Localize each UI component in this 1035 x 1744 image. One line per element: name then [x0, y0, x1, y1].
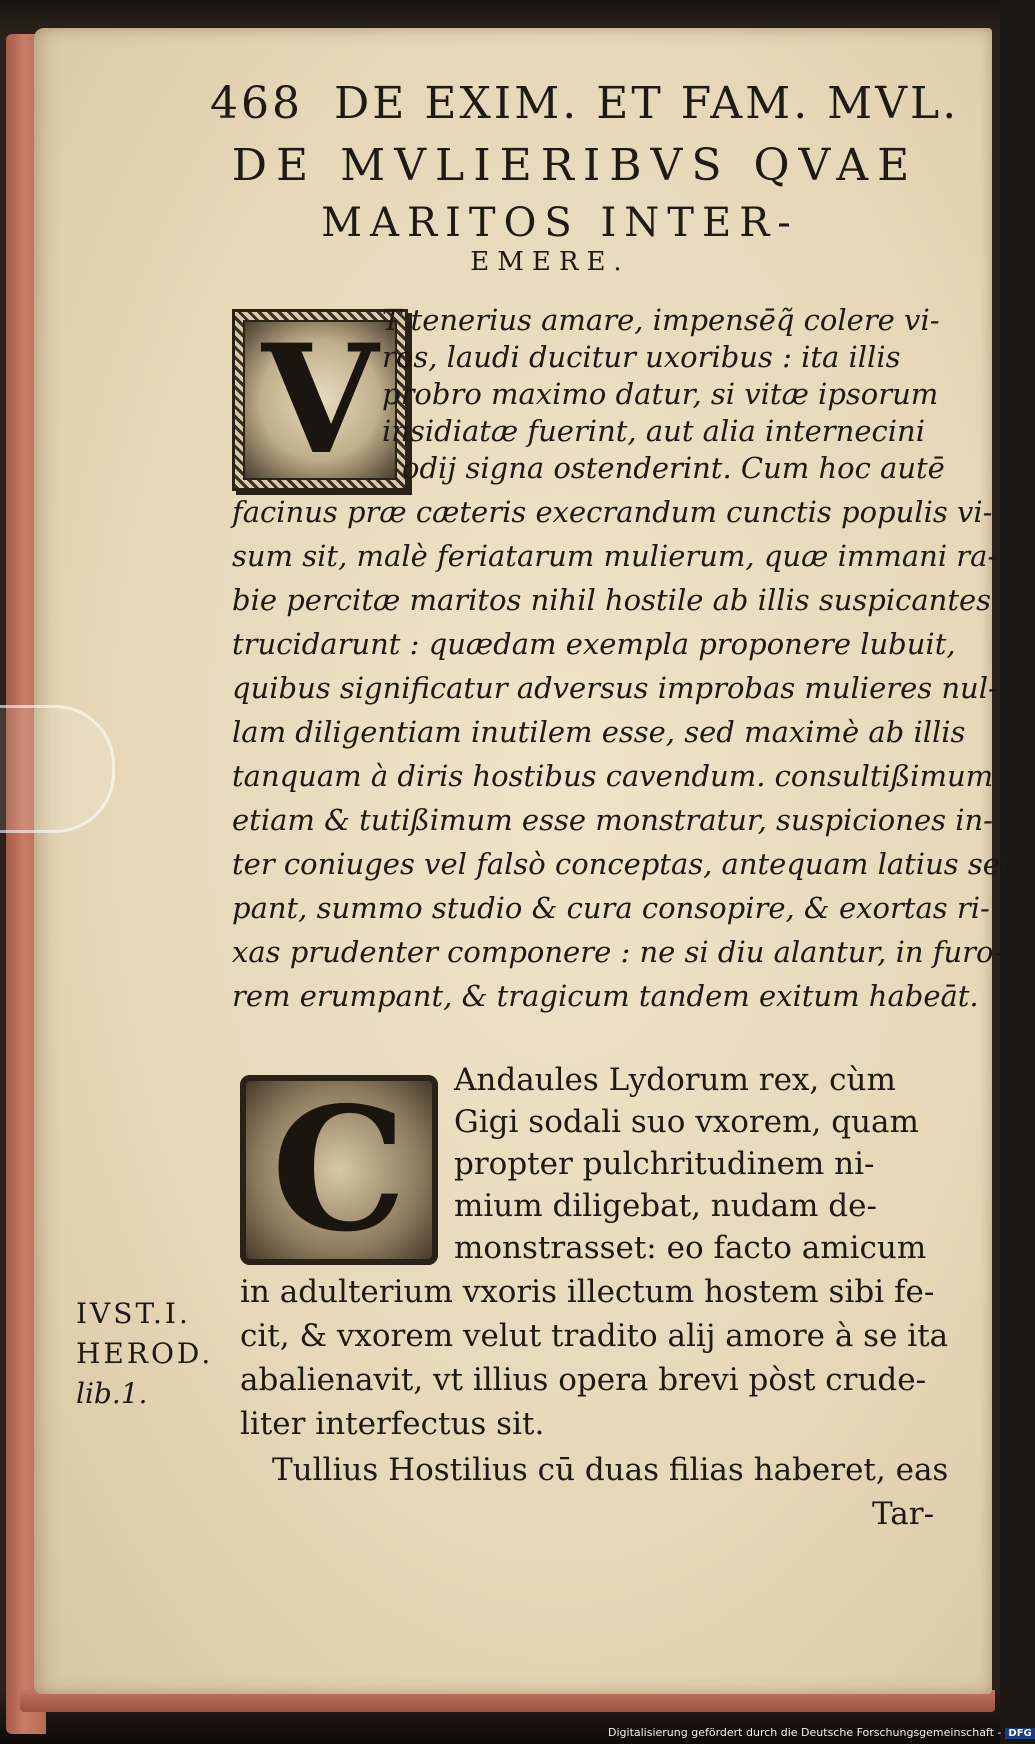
decorated-initial-c	[240, 1070, 438, 1270]
text-line: bie percitæ maritos nihil hostile ab illis suspicantes	[232, 583, 992, 617]
text-line: liter interfectus sit.	[240, 1406, 545, 1442]
text-line: monstrasset: eo facto amicum	[454, 1230, 927, 1266]
text-line: mium diligebat, nudam de-	[454, 1188, 877, 1224]
text-line: abalienavit, vt illius opera brevi pòst crude-	[240, 1362, 927, 1398]
chapter-title-line-3: EMERE.	[470, 247, 630, 277]
text-line: etiam & tutißimum esse monstratur, suspiciones in-	[232, 803, 993, 837]
text-line: lam diligentiam inutilem esse, sed maximè ab illis	[232, 715, 966, 749]
text-line: tanquam à diris hostibus cavendum. consultißimum	[232, 759, 994, 793]
running-header	[210, 78, 960, 129]
text-line: ter coniuges vel falsò conceptas, antequam latius ser-	[232, 847, 1024, 881]
text-line: rem erumpant, & tragicum tandem exitum habeāt.	[232, 979, 979, 1013]
text-line: facinus præ cæteris execrandum cunctis populis vi-	[232, 495, 993, 529]
text-line: odij signa ostenderint. Cum hoc autē	[402, 451, 945, 485]
text-line: trucidarunt : quædam exempla proponere lubuit,	[232, 627, 956, 661]
text-line: Gigi sodali suo vxorem, quam	[454, 1104, 919, 1140]
text-line: Tullius Hostilius cū duas filias haberet, eas	[272, 1452, 949, 1488]
catchword: Tar-	[872, 1496, 935, 1532]
marginal-reference	[76, 1294, 236, 1414]
text-line: in adulterium vxoris illectum hostem sibi fe-	[240, 1274, 935, 1310]
text-line: pant, summo studio & cura consopire, & exortas ri-	[232, 891, 990, 925]
text-line: ros, laudi ducitur uxoribus : ita illis	[382, 340, 901, 374]
text-line: quibus significatur adversus improbas mulieres nul-	[232, 671, 998, 705]
text-line: cit, & vxorem velut tradito alij amore à se ita	[240, 1318, 949, 1354]
dfg-logo: DFG	[1005, 1728, 1034, 1739]
initial-letter: V	[261, 312, 379, 488]
text-line: insidiatæ fuerint, aut alia internecini	[382, 414, 925, 448]
chapter-title-line-1: DE MVLIERIBVS QVAE	[231, 140, 919, 191]
bookmark-tab	[0, 705, 115, 833]
running-title: DE EXIM. ET FAM. MVL.	[333, 78, 960, 129]
credit-text: Digitalisierung gefördert durch die Deutsche Forschungsgemeinschaft -	[608, 1726, 1002, 1739]
text-line: Andaules Lydorum rex, cùm	[454, 1062, 896, 1098]
text-line: T tenerius amare, impensēq̃ colere vi-	[382, 303, 940, 337]
text-line: propter pulchritudinem ni-	[454, 1146, 875, 1182]
margin-line: IVST.I.	[76, 1297, 191, 1330]
initial-letter: C	[271, 1070, 407, 1270]
margin-line: lib.1.	[76, 1377, 148, 1410]
digitization-credit	[608, 1726, 1035, 1739]
page-number: 468	[210, 78, 303, 129]
text-line: probro maximo datur, si vitæ ipsorum	[382, 377, 939, 411]
margin-line: HEROD.	[76, 1337, 214, 1370]
chapter-title-line-2: MARITOS INTER-	[321, 200, 799, 246]
text-line: xas prudenter componere : ne si diu alantur, in furo-	[232, 935, 1004, 969]
text-line: sum sit, malè feriatarum mulierum, quæ immani ra-	[232, 539, 998, 573]
